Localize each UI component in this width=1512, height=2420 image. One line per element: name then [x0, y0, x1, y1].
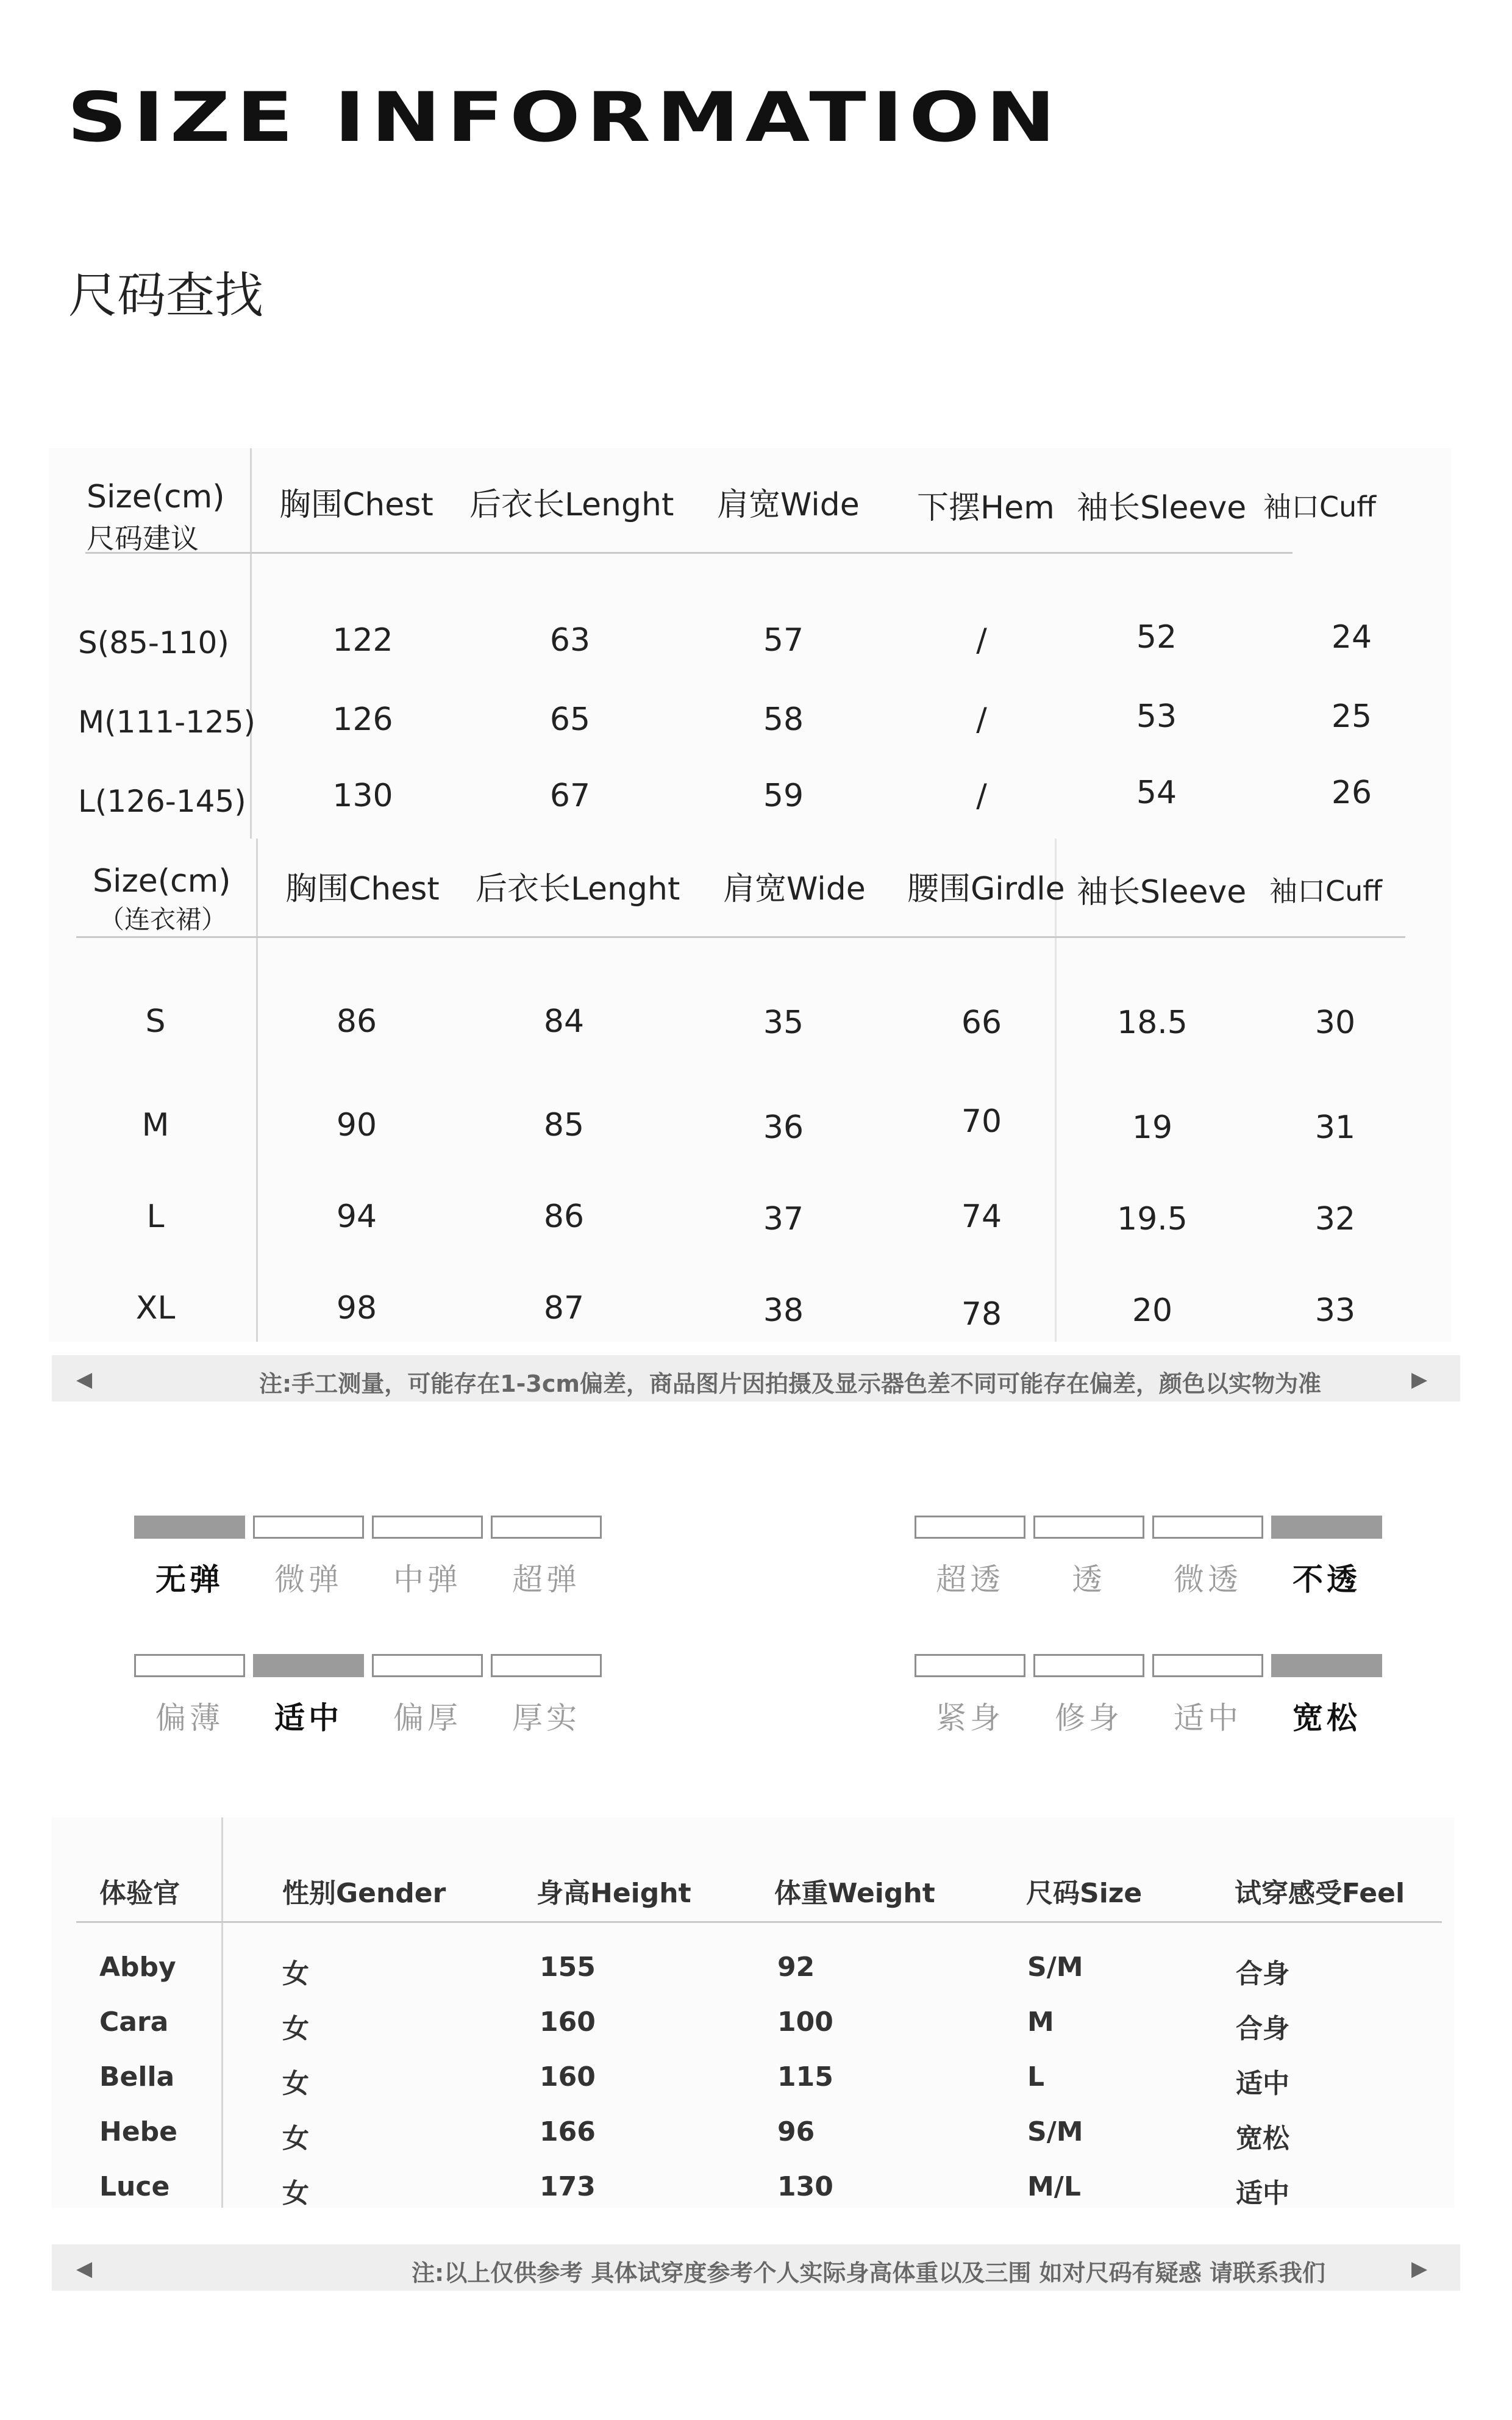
fit-scale [915, 1654, 1390, 1736]
table-cell: 63 [549, 622, 591, 659]
col-header-chest: 胸围Chest [285, 871, 440, 908]
table-row [52, 2116, 1454, 2159]
scale-label: 超弹 [512, 1562, 580, 1597]
scale-swatch [372, 1654, 483, 1677]
table-cell: / [976, 778, 987, 814]
table-cell: 30 [1314, 1004, 1356, 1041]
scale-label: 厚实 [512, 1700, 580, 1736]
tester-name: Bella [99, 2061, 175, 2092]
elasticity-scale [134, 1516, 610, 1597]
note-bar [52, 2244, 1460, 2291]
table-cell: 84 [543, 1003, 585, 1040]
size-value: M [1027, 2007, 1054, 2038]
scale-label: 微弹 [274, 1562, 343, 1597]
table-cell: 122 [332, 622, 393, 659]
table-cell: 94 [336, 1198, 377, 1235]
tester-name: Luce [99, 2171, 170, 2202]
note-bar [52, 1355, 1460, 1402]
scale-label: 紧身 [936, 1700, 1004, 1736]
table-cell: / [976, 622, 987, 659]
scale-swatch [915, 1654, 1025, 1677]
table-cell: 33 [1314, 1292, 1356, 1329]
size-value: L [1027, 2061, 1045, 2092]
table-cell: 36 [763, 1109, 804, 1146]
table-row [52, 2061, 1454, 2104]
table-cell: 54 [1136, 775, 1177, 811]
scale-swatch [1271, 1516, 1382, 1539]
scale-label: 无弹 [155, 1562, 224, 1597]
scale-swatch [134, 1516, 245, 1539]
table-row [52, 1952, 1454, 1994]
scale-swatch [134, 1654, 245, 1677]
scale-label: 透 [1072, 1562, 1106, 1597]
table-cell: 53 [1136, 698, 1177, 735]
scale-label: 偏薄 [155, 1700, 224, 1736]
col-header-cuff: 袖口Cuff [1269, 875, 1382, 908]
page-subtitle: 尺码查找 [68, 267, 263, 324]
col-header-wide: 肩宽Wide [723, 871, 866, 908]
page-title: SIZE INFORMATION [67, 78, 1061, 157]
scroll-right-arrow-icon[interactable]: ▶ [1411, 2257, 1428, 2281]
size-table-2 [49, 839, 1451, 1342]
feel-value: 合身 [1236, 1958, 1289, 1989]
table-cell: 37 [763, 1201, 804, 1237]
table-cell: 78 [961, 1296, 1002, 1333]
header-divider [76, 1921, 1442, 1923]
weight-value: 115 [777, 2061, 833, 2092]
height-value: 173 [540, 2171, 596, 2202]
feel-value: 宽松 [1236, 2123, 1289, 2154]
table-cell: 65 [549, 701, 591, 738]
col-header-hem: 下摆Hem [917, 490, 1055, 526]
table-cell: 19.5 [1117, 1201, 1188, 1237]
scale-swatch [491, 1654, 602, 1677]
table-row [52, 2171, 1454, 2208]
column-divider [250, 448, 252, 839]
weight-value: 96 [777, 2116, 815, 2147]
transparency-scale [915, 1516, 1390, 1597]
scale-label: 超透 [936, 1562, 1004, 1597]
size-value: M/L [1027, 2171, 1081, 2202]
scroll-right-arrow-icon[interactable]: ▶ [1411, 1367, 1428, 1392]
col-header-tester: 体验官 [99, 1878, 180, 1909]
weight-value: 100 [777, 2007, 833, 2038]
col-header-height: 身高Height [537, 1878, 691, 1909]
feel-value: 适中 [1236, 2178, 1289, 2209]
weight-value: 92 [777, 1952, 815, 1983]
scale-swatch [253, 1516, 364, 1539]
size-header: Size(cm) [93, 863, 231, 900]
fitting-note: 注:以上仅供参考 具体试穿度参考个人实际身高体重以及三围 如对尺码有疑惑 请联系我们 [412, 2260, 1325, 2286]
col-header-length: 后衣长Lenght [469, 487, 674, 523]
col-header-length: 后衣长Lenght [476, 871, 680, 908]
size-header-sub: （连衣裙） [99, 904, 227, 934]
scale-swatch [1033, 1516, 1144, 1539]
size-value: S/M [1027, 2116, 1083, 2147]
column-divider [1055, 839, 1057, 1342]
col-header-wide: 肩宽Wide [717, 487, 860, 523]
table-cell: 126 [332, 701, 393, 738]
row-label: S(85-110) [78, 625, 229, 660]
height-value: 160 [540, 2007, 596, 2038]
scale-swatch [1271, 1654, 1382, 1677]
scroll-left-arrow-icon[interactable]: ◀ [76, 1367, 93, 1392]
scale-swatch [915, 1516, 1025, 1539]
scale-label: 中弹 [393, 1562, 462, 1597]
tester-name: Cara [99, 2007, 169, 2038]
scale-label: 适中 [1174, 1700, 1242, 1736]
column-divider [256, 839, 258, 1342]
col-header-girdle: 腰围Girdle [907, 871, 1065, 908]
col-header-weight: 体重Weight [774, 1878, 935, 1909]
scale-label: 不透 [1293, 1562, 1361, 1597]
col-header-gender: 性别Gender [282, 1878, 446, 1909]
scale-swatch [1152, 1516, 1263, 1539]
gender-value: 女 [282, 2013, 309, 2044]
table-cell: 86 [543, 1198, 585, 1235]
scale-swatch [1152, 1654, 1263, 1677]
thickness-scale [134, 1654, 610, 1736]
table-cell: 20 [1132, 1292, 1173, 1329]
feel-value: 合身 [1236, 2013, 1289, 2044]
table-cell: 52 [1136, 619, 1177, 656]
table-cell: 38 [763, 1292, 804, 1329]
table-cell: 85 [543, 1107, 585, 1144]
scroll-left-arrow-icon[interactable]: ◀ [76, 2257, 93, 2281]
table-cell: 130 [332, 778, 393, 814]
table-cell: 57 [763, 622, 804, 659]
col-header-cuff: 袖口Cuff [1263, 490, 1376, 523]
row-label: L(126-145) [78, 784, 246, 819]
table-cell: 32 [1314, 1201, 1356, 1237]
scale-swatch [1033, 1654, 1144, 1677]
fitting-table [52, 1817, 1454, 2208]
col-header-size: 尺码Size [1026, 1878, 1143, 1909]
gender-value: 女 [282, 1958, 309, 1989]
size-header-sub: 尺码建议 [87, 522, 199, 555]
table-cell: 18.5 [1117, 1004, 1188, 1041]
scale-label: 修身 [1055, 1700, 1123, 1736]
table-cell: 19 [1132, 1109, 1173, 1146]
table-cell: 70 [961, 1103, 1002, 1140]
row-label: M [141, 1107, 169, 1144]
table-row [52, 2007, 1454, 2049]
row-label: S [145, 1003, 166, 1040]
gender-value: 女 [282, 2123, 309, 2154]
height-value: 160 [540, 2061, 596, 2092]
row-label: XL [135, 1290, 176, 1326]
scale-label: 偏厚 [393, 1700, 462, 1736]
col-header-sleeve: 袖长Sleeve [1077, 490, 1247, 526]
height-value: 155 [540, 1952, 596, 1983]
gender-value: 女 [282, 2068, 309, 2099]
height-value: 166 [540, 2116, 596, 2147]
table-cell: 90 [336, 1107, 377, 1144]
scale-label: 适中 [274, 1700, 343, 1736]
col-header-feel: 试穿感受Feel [1235, 1878, 1405, 1909]
col-header-chest: 胸围Chest [279, 487, 433, 523]
table-cell: 31 [1314, 1109, 1356, 1146]
table-cell: 58 [763, 701, 804, 738]
gender-value: 女 [282, 2178, 309, 2209]
row-label: M(111-125) [78, 704, 256, 740]
table-cell: 24 [1331, 619, 1372, 656]
table-cell: 25 [1331, 698, 1372, 735]
row-label: L [146, 1198, 165, 1235]
table-cell: 67 [549, 778, 591, 814]
tester-name: Hebe [99, 2116, 178, 2147]
table-cell: 86 [336, 1003, 377, 1040]
scale-label: 微透 [1174, 1562, 1242, 1597]
size-value: S/M [1027, 1952, 1083, 1983]
table-cell: 98 [336, 1290, 377, 1326]
size-header: Size(cm) [87, 479, 225, 515]
scale-label: 宽松 [1293, 1700, 1361, 1736]
table-cell: 35 [763, 1004, 804, 1041]
feel-value: 适中 [1236, 2068, 1289, 2099]
col-header-sleeve: 袖长Sleeve [1077, 874, 1247, 911]
table-cell: 74 [961, 1198, 1002, 1235]
scale-swatch [491, 1516, 602, 1539]
measurement-note: 注:手工测量，可能存在1-3cm偏差，商品图片因拍摄及显示器色差不同可能存在偏差，颜色以实物为准 [259, 1370, 1321, 1397]
table-cell: 59 [763, 778, 804, 814]
size-table-1 [49, 448, 1451, 839]
header-divider [85, 552, 1293, 554]
table-cell: 26 [1331, 775, 1372, 811]
header-divider [76, 936, 1405, 938]
table-cell: / [976, 701, 987, 738]
scale-swatch [253, 1654, 364, 1677]
weight-value: 130 [777, 2171, 833, 2202]
tester-name: Abby [99, 1952, 176, 1983]
table-cell: 66 [961, 1004, 1002, 1041]
scale-swatch [372, 1516, 483, 1539]
table-cell: 87 [543, 1290, 585, 1326]
